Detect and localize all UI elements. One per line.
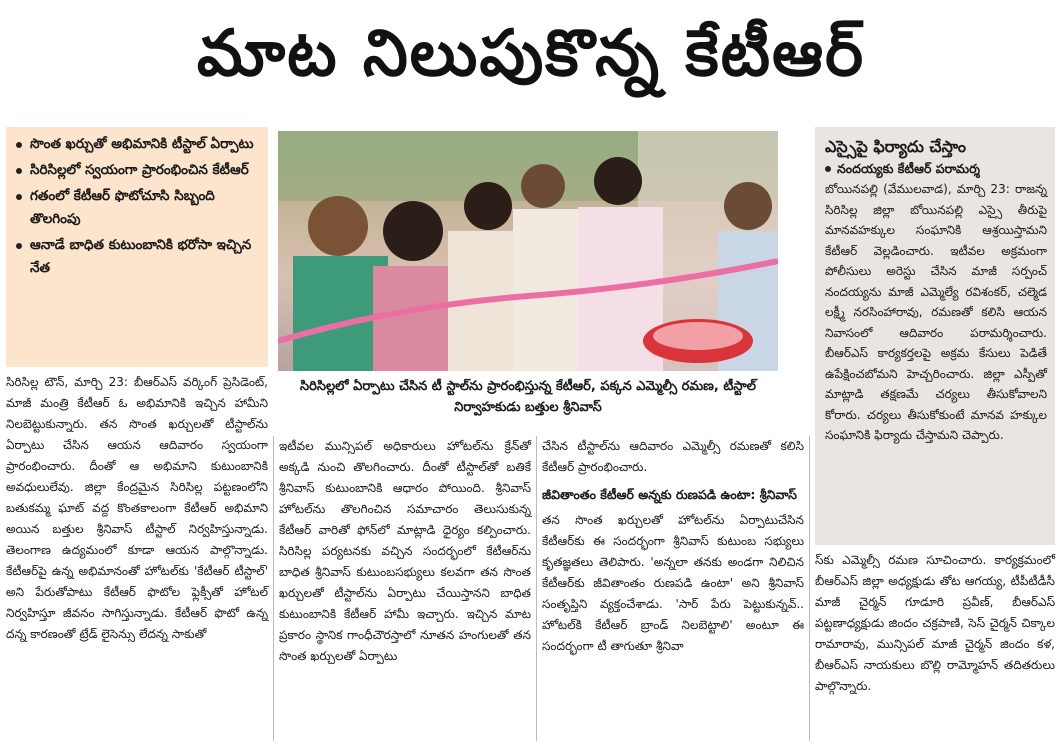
column-divider (273, 436, 274, 741)
photo-caption: సిరిసిల్లలో ఏర్పాటు చేసిన టీ స్టాల్‌ను ప్రారంభిస్తున్న కేటీఆర్, పక్కన ఎమ్మెల్సీ రమణ, టీస్టాల్ నిర్వాహకుడు బత్తుల శ్రీనివాస్ (300, 379, 756, 415)
sidebar-box (815, 127, 1055, 545)
column-4-text: స్‌కు ఎమ్మెల్సీ రమణ సూచించారు. కార్యక్రమంలో బీఆర్ఎస్ జిల్లా అధ్యక్షుడు తోట ఆగయ్య, టీపీటీడీసీ మాజీ చైర్మన్ గూడూరి ప్రవీణ్, బీఆర్ఎస్ పట్టణాధ్యక్షుడు జిందం చక్రపాణి, సెస్ చైర్మన్ చిక్కాల రామారావు, మున్సిపల్ మాజీ చైర్మన్ జిందం కళ, బీఆర్ఎస్ నాయకులు బొల్లి రామ్మోహన్ తదితరులు పాల్గొన్నారు. (815, 553, 1055, 693)
article-column-4 (815, 550, 1055, 744)
highlight-item: గతంలో కేటీఆర్ ఫొటోచూసి సిబ్బంది తొలగింపు (16, 185, 262, 231)
sidebar-title: ఎస్సైపై ఫిర్యాదు చేస్తాం (825, 137, 967, 156)
column-3-subhead: జీవితాంతం కేటీఆర్ అన్నకు రుణపడి ఉంటా: శ్రీనివాస్ (542, 487, 797, 502)
column-1-text: సిరిసిల్ల టౌన్, మార్చి 23: బీఆర్ఎస్ వర్కింగ్ ప్రెసిడెంట్, మాజీ మంత్రి కేటీఆర్ ఓ అభిమానికి ఇచ్చిన హామీని నిలబెట్టుకున్నారు. తన సొంత ఖర్చులతో టీస్టాల్‌ను ఏర్పాటు చేసిన ఆయన ఆదివారం స్వయంగా ప్రారంభించారు. దీంతో ఆ అభిమాని కుటుంబానికి అవధులులేవు. జిల్లా కేంద్రమైన సిరిసిల్ల పట్టణంలోని బతుకమ్మ ఘాట్ వద్ద కొంతకాలంగా కేటీఆర్ అభిమాని అయిన బత్తుల శ్రీనివాస్ టీస్టాల్ నిర్వహిస్తున్నాడు. తెలంగాణ ఉద్యమంలో కూడా ఆయన పాల్గొన్నాడు. కేటీఆర్‌పై ఉన్న అభిమానంతో హోటల్‌కు 'కేటీఆర్ టీస్టాల్' అని పేరుతోపాటు కేటీఆర్ ఫొటోల ఫ్లెక్సీతో హోటల్ నిర్వహిస్తూ జీవనం సాగిస్తున్నాడు. కేటీఆర్ ఫొటో ఉన్న దన్న కారణంతో ట్రేడ్ లైసెన్సు లేదన్న సాకుతో (6, 375, 268, 641)
highlight-item: సొంత ఖర్చుతో అభిమానికి టీస్టాల్ ఏర్పాటు (16, 133, 262, 156)
column-3-body: తన సొంత ఖర్చులతో హోటల్‌ను ఏర్పాటుచేసిన కేటీఆర్‌కు ఈ సందర్భంగా శ్రీనివాస్ కుటుంబ సభ్యులు కృతజ్ఞతలు తెలిపారు. 'అన్నలా తనకు అండగా నిలిచిన కేటీఆర్‌కు జీవితాంతం రుణపడి ఉంటా' అని శ్రీనివాస్ సంతృప్తిని వ్యక్తంచేశాడు. 'సార్ పేరు పెట్టుకున్నవ్.. హోటల్‌కి కేటీఆర్ బ్రాండ్ నిలబెట్టాలి' అంటూ ఈ సందర్భంగా టీ తాగుతూ శ్రీనివా (542, 513, 804, 653)
ribbon-cutting-photo (278, 131, 778, 371)
highlight-item: ఆనాడే బాధిత కుటుంబానికి భరోసా ఇచ్చిన నేత (16, 234, 262, 280)
highlights-box (6, 127, 268, 367)
highlight-item: సిరిసిల్లలో స్వయంగా ప్రారంభించిన కేటీఆర్ (16, 159, 262, 182)
column-divider (809, 436, 810, 741)
article-column-1 (6, 372, 268, 744)
article-column-2 (279, 436, 531, 744)
column-2-text: ఇటీవల మున్సిపల్ అధికారులు హోటల్‌ను క్రేన్‌తో అక్కడి నుంచి తొలగించారు. దీంతో టీస్టాల్‌తో బతికే శ్రీనివాస్ కుటుంబానికి ఆధారం పోయింది. శ్రీనివాస్ హోటల్‌ను తొలగించిన సమాచారం తెలుసుకున్న కేటీఆర్ వారితో ఫోన్‌లో మాట్లాడి ధైర్యం కల్పించారు. సిరిసిల్ల పర్యటనకు వచ్చిన సందర్భంలో కేటీఆర్‌ను బాధిత శ్రీనివాస్ కుటుంబసభ్యులు కలవగా తన సొంత ఖర్చులతో టీస్టాల్‌ను ఏర్పాటు చేయిస్తానని బాధిత కుటుంబానికి కేటీఆర్ హామీ ఇచ్చారు. ఇచ్చిన మాట ప్రకారం స్థానిక గాంధీచౌరస్తాలో నూతన హంగులతో తన సొంత ఖర్చులతో ఏర్పాటు (279, 439, 531, 663)
article-column-3 (542, 436, 804, 744)
sidebar-body: బోయినపల్లి (వేములవాడ), మార్చి 23: రాజన్న సిరిసిల్ల జిల్లా బోయినపల్లి ఎస్సై తీరుపై మానవహక్కుల సంఘానికి ఆశ్రయిస్తామని కేటీఆర్ వెల్లడించారు. ఇటీవల అక్రమంగా పోలీసులు అరెస్టు చేసిన మాజీ సర్పంచ్ నందయ్యను మాజీ ఎమ్మెల్యే రవిశంకర్, చల్మెడ లక్ష్మీ నరసింహారావు, రమణతో కలిసి ఆయన నివాసంలో ఆదివారం పరామర్శించారు. బీఆర్ఎస్ కార్యకర్తలపై అక్రమ కేసులు పెడితే ఉపేక్షించబోమని హెచ్చరించారు. జిల్లా ఎస్పీతో మాట్లాడి తక్షణమే చర్యలు తీసుకోవాలని కోరారు. చర్యలు తీసుకోకుంటే మానవ హక్కుల సంఘానికి ఫిర్యాదు చేస్తామని చెప్పారు. (825, 182, 1047, 442)
sidebar-subtitle: నందయ్యకు కేటీఆర్ పరామర్శ (825, 159, 1047, 179)
column-3-top: చేసిన టీస్టాల్‌ను ఆదివారం ఎమ్మెల్సీ రమణతో కలిసి కేటీఆర్ ప్రారంభించారు. (542, 439, 804, 474)
column-divider (536, 436, 537, 741)
headline: మాట నిలుపుకొన్న కేటీఆర్ (196, 16, 866, 91)
news-photo (278, 131, 778, 371)
